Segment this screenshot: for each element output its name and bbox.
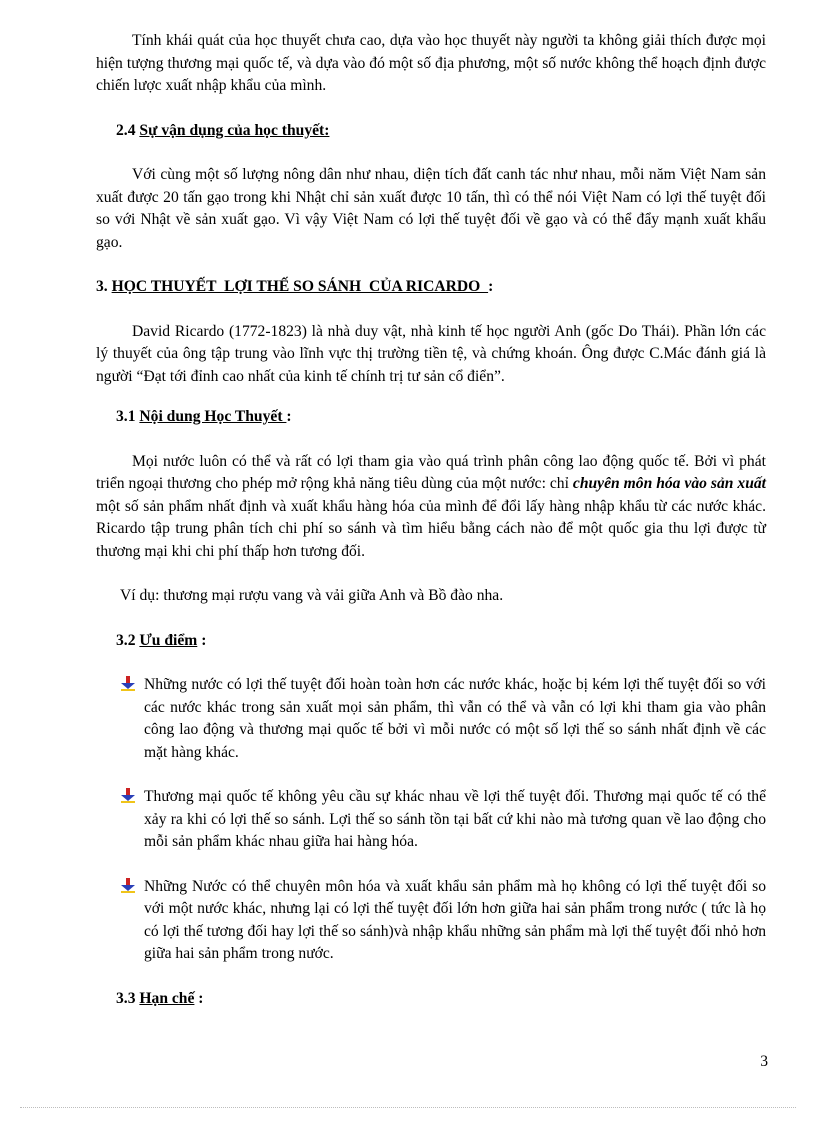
section-3-heading: 3. HỌC THUYẾT LỢI THẾ SO SÁNH CỦA RICARDO :	[96, 278, 494, 295]
section-2-4-paragraph: Với cùng một số lượng nông dân như nhau, diện tích đất canh tác như nhau, mỗi năm Việt Nam sản xuất được 20 tấn gạo trong khi Nhật chỉ sản xuất được 10 tấn, thì có thể nói Việt Nam có lợi thế tuyệt đối so với Nhật về sản xuất gạo. Vì vậy Việt Nam có lợi thế tuyệt đối về gạo và có thể đẩy mạnh xuất khẩu gạo.	[96, 166, 766, 251]
page-bottom-divider	[20, 1107, 796, 1108]
intro-paragraph: Tính khái quát của học thuyết chưa cao, dựa vào học thuyết này người ta không giải thích được mọi hiện tượng thương mại quốc tế, và dựa vào đó một số địa phương, một số nước không thể hoạch định được chiến lược xuất nhập khẩu của mình.	[96, 32, 766, 94]
list-item: Những Nước có thể chuyên môn hóa và xuất khẩu sản phẩm mà họ không có lợi thế tuyệt đối so với một nước khác, nhưng lại có lợi thế tuyệt đối lớn hơn giữa hai sản phẩm trong nước ( tức là họ có lợi thế tương đối hay lợi thế so sánh)và nhập khẩu những sản phẩm mà lợi thế tuyệt đối nhỏ hơn giữa hai sản phẩm trong nước.	[96, 876, 766, 966]
document-page	[96, 30, 766, 1010]
section-3-paragraph: David Ricardo (1772-1823) là nhà duy vật, nhà kinh tế học người Anh (gốc Do Thái). Phần lớn các lý thuyết của ông tập trung vào lĩnh vực thị trường tiền tệ, và chứng khoán. Ông được C.Mác đánh giá là người “Đạt tới đỉnh cao nhất của kinh tế chính trị tư sản cổ điển”.	[96, 322, 766, 385]
emphasis-text: chuyên môn hóa vào sản xuất	[572, 475, 766, 492]
section-2-4-title: Sự vận dụng của học thuyết:	[139, 121, 330, 139]
arrow-down-bullet-icon	[120, 788, 136, 804]
arrow-down-bullet-icon	[120, 676, 136, 692]
section-3-2-title: Ưu điểm	[139, 631, 198, 649]
section-3-1-paragraph: Mọi nước luôn có thể và rất có lợi tham gia vào quá trình phân công lao động quốc tế. Bởi vì phát triển ngoại thương cho phép mở rộng khả năng tiêu dùng của một nước: chỉ chuyên môn hóa vào sản xuất một số sản phẩm nhất định và xuất khẩu hàng hóa của mình để đổi lấy hàng nhập khẩu từ các nước khác. Ricardo tập trung phân tích chi phí so sánh và tìm hiểu bằng cách nào để một quốc gia thu lợi được từ thương mại khi chi phí thấp hơn tương đối.	[96, 452, 766, 560]
list-item: Thương mại quốc tế không yêu cầu sự khác nhau về lợi thế tuyệt đối. Thương mại quốc tế có thể xảy ra khi có lợi thế so sánh. Lợi thế so sánh tồn tại bất cứ khi nào mà tương quan về lao động cho mỗi sản phẩm khác nhau giữa hai hàng hóa.	[96, 786, 766, 854]
section-2-4-heading: 2.4 Sự vận dụng của học thuyết:	[116, 121, 330, 139]
section-3-2-heading: 3.2 Ưu điểm :	[116, 631, 207, 649]
advantages-list	[96, 674, 766, 966]
section-3-3-title: Hạn chế	[139, 989, 195, 1007]
page-number: 3	[760, 1053, 768, 1070]
list-item: Những nước có lợi thế tuyệt đối hoàn toàn hơn các nước khác, hoặc bị kém lợi thế tuyệt đối so với các nước khác trong sản xuất mọi sản phẩm, thì vẫn có thể và vẫn có lợi khi tham gia vào phân công lao động và thương mại quốc tế bởi vì mỗi nước có một số lợi thế so sánh nhất định về các mặt hàng khác.	[96, 674, 766, 764]
section-3-title: HỌC THUYẾT LỢI THẾ SO SÁNH CỦA RICARDO	[111, 278, 489, 295]
section-3-1-title: Nội dung Học Thuyết	[139, 408, 287, 425]
section-3-1-heading: 3.1 Nội dung Học Thuyết :	[116, 408, 292, 425]
section-3-3-heading: 3.3 Hạn chế :	[116, 989, 204, 1007]
arrow-down-bullet-icon	[120, 878, 136, 894]
example-line: Ví dụ: thương mại rượu vang và vải giữa Anh và Bồ đào nha.	[120, 587, 504, 604]
